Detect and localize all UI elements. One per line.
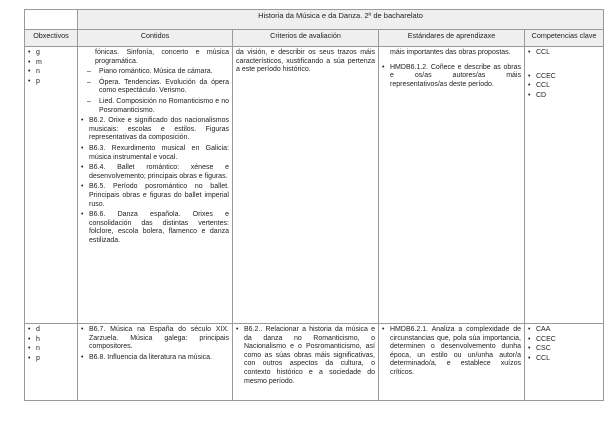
table-title: Historia da Música e da Danza. 2º de bacharelato [78,10,604,30]
contents-cell [78,324,233,401]
content-item: • B6.2. Orixe e significado dos nacionalismos musicais: escolas e estilos. Figuras representativas da composición. [81,117,229,143]
header-contents: Contidos [78,30,233,47]
table-row [25,47,604,324]
criteria-cell: da visión, e describir os seus trazos máis característicos, xustificando a súa pertenza a este período histórico. [233,47,379,324]
content-item: • B6.4. Ballet romántico: xénese e desenvolvemento; principais obras e figuras. [81,164,229,181]
content-continuation: fónicas. Sinfonía, concerto e música programática. [95,49,229,65]
header-competences: Competencias clave [525,30,604,47]
competence-item: • CD [528,92,600,101]
objective-item: • n [28,68,74,77]
content-item: • B6.7. Música na España do século XIX. Zarzuela. Música galega: principais compositores. [81,326,229,352]
header-criteria: Criterios de avaliación [233,30,379,47]
objective-item: • h [28,336,74,345]
objective-item: • p [28,355,74,364]
header-objectives: Obxectivos [25,30,78,47]
content-item: • B6.3. Rexurdimento musical en Galicia: música instrumental e vocal. [81,145,229,162]
table-title-row [25,10,604,30]
standard-item: • HMDB6.1.2. Coñece e describe as obras e os/as autores/as máis representativos/as deste período. [382,64,521,90]
standard-continuation: máis importantes das obras propostas. [390,49,511,56]
objective-item: • p [28,78,74,87]
competences-cell [525,324,604,401]
standard-item: • HMDB6.2.1. Analiza a complexidade de circunstancias que, pola súa importancia, determinen o desenvolvemento dunha época, un estilo ou un/unha autor/a determinado/a, e establece xuízos críticos. [382,326,521,378]
header-standards: Estándares de aprendizaxe [379,30,525,47]
standards-cell [379,47,525,324]
standards-cell [379,324,525,401]
content-subitem: – Lied. Composición no Romanticismo e no Posromanticismo. [87,98,229,115]
objective-item: • n [28,345,74,354]
table-row [25,324,604,401]
competences-cell [525,47,604,324]
content-item: • B6.8. Influencia da literatura na música. [81,354,229,363]
objective-item: • d [28,326,74,335]
competence-item: • CCEC [528,73,600,82]
competence-item: • CCL [528,355,600,364]
curriculum-table [24,9,604,401]
content-item: • B6.5. Período posromántico no ballet. Principais obras e figuras do ballet imperial ruso. [81,183,229,209]
content-subitem: – Piano romántico. Música de cámara. [87,68,229,77]
competence-item: • CCL [528,82,600,91]
competence-item: • CAA [528,326,600,335]
competence-item: • CCEC [528,336,600,345]
competence-item: • CCL [528,49,600,58]
content-subitem: – Ópera. Tendencias. Evolución da ópera como espectáculo. Verismo. [87,79,229,96]
contents-cell [78,47,233,324]
objective-item: • g [28,49,74,58]
objective-item: • m [28,59,74,68]
table-header-row [25,30,604,47]
title-blank-cell [25,10,78,30]
criterion-item: • B6.2.. Relacionar a historia da música e da danza no Romanticismo, o Nacionalismo e o Posromanticismo, así como as súas obras máis significativas, con outros aspectos da cultura, o contexto histórico e a sociedade do mesmo período. [236,326,375,386]
criteria-cell [233,324,379,401]
content-item: • B6.6. Danza española. Orixes e consolidación das distintas vertentes: folclore, escola bolera, flamenco e danza estilizada. [81,211,229,245]
objectives-cell [25,47,78,324]
competence-item: • CSC [528,345,600,354]
objectives-cell [25,324,78,401]
